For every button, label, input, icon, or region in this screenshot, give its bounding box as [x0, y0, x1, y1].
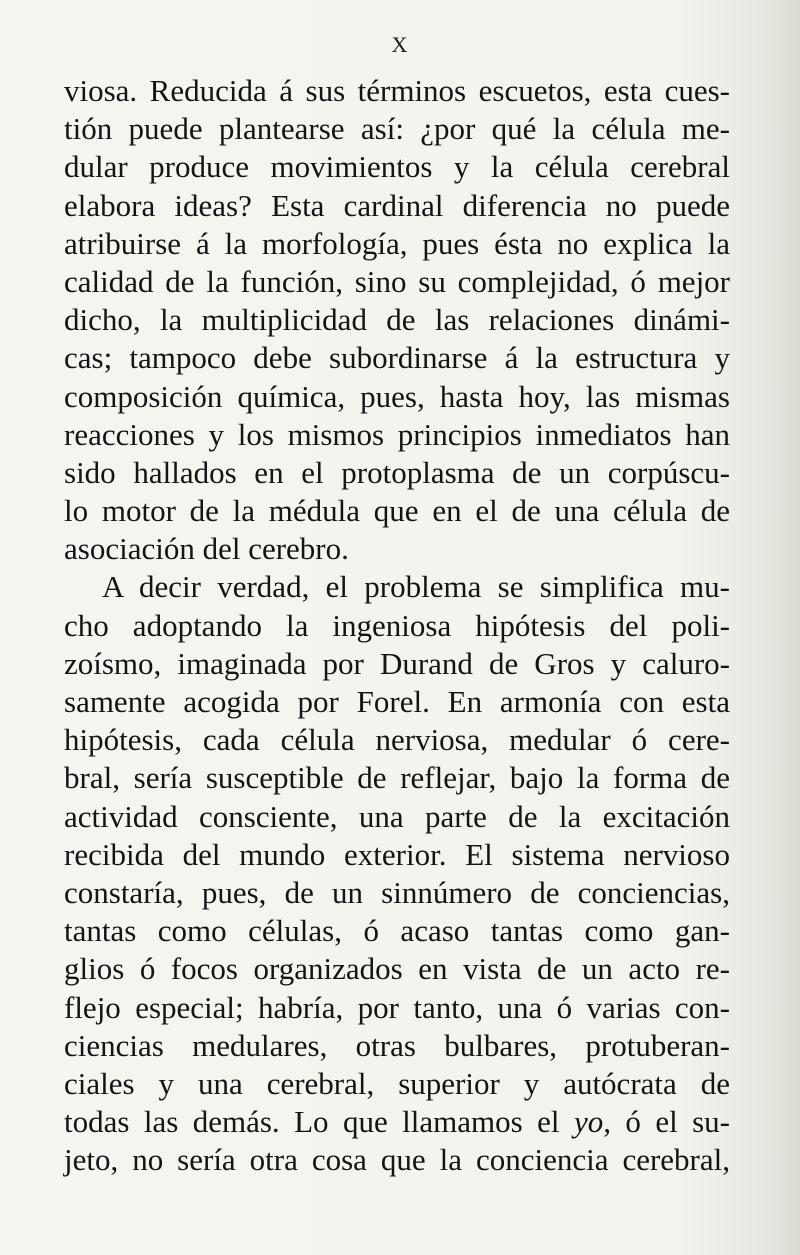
- text-line: hipótesis, cada célula nerviosa, medular ó cere-: [64, 722, 730, 758]
- text-line: dicho, la multiplicidad de las relaciones dinámi-: [64, 302, 730, 338]
- text-line: zoísmo, imaginada por Durand de Gros y caluro-: [64, 645, 730, 681]
- text-line: flejo especial; habría, por tanto, una ó varias con-: [64, 989, 730, 1025]
- body-text: [64, 72, 730, 1179]
- text-line: bral, sería susceptible de reflejar, bajo la forma de: [64, 760, 730, 796]
- text-line: atribuirse á la morfología, pues ésta no explica la: [64, 225, 730, 261]
- text-line: lo motor de la médula que en el de una célula de: [64, 493, 730, 529]
- text-segment: ó el su-: [610, 1104, 731, 1140]
- text-line: ciencias medulares, otras bulbares, protuberan-: [64, 1027, 730, 1063]
- text-line: dular produce movimientos y la célula cerebral: [64, 149, 730, 185]
- text-segment: todas las demás. Lo que llamamos el: [64, 1104, 574, 1140]
- text-line: A decir verdad, el problema se simplifica mu-: [102, 569, 730, 605]
- text-line: calidad de la función, sino su complejidad, ó mejor: [64, 263, 730, 299]
- text-line: composición química, pues, hasta hoy, las mismas: [64, 378, 730, 414]
- italic-word: yo,: [573, 1104, 611, 1140]
- text-line: ciales y una cerebral, superior y autócrata de: [64, 1065, 730, 1101]
- text-line: cho adoptando la ingeniosa hipótesis del poli-: [64, 607, 730, 643]
- text-line: viosa. Reducida á sus términos escuetos, esta cues-: [64, 73, 730, 108]
- text-line: actividad consciente, una parte de la excitación: [64, 798, 730, 834]
- text-line: asociación del cerebro.: [64, 531, 349, 567]
- text-line: tión puede plantearse así: ¿por qué la célula me-: [64, 111, 730, 147]
- text-line: samente acogida por Forel. En armonía con esta: [64, 684, 730, 719]
- text-line: sido hallados en el protoplasma de un corpúscu-: [64, 454, 730, 490]
- text-line: cas; tampoco debe subordinarse á la estructura y: [64, 340, 730, 376]
- text-line-with-italic: [64, 1103, 730, 1141]
- text-line: glios ó focos organizados en vista de un acto re-: [64, 951, 730, 987]
- text-line: constaría, pues, de un sinnúmero de conciencias,: [64, 874, 730, 910]
- page-number: X: [391, 32, 409, 57]
- text-line: recibida del mundo exterior. El sistema nervioso: [64, 836, 730, 872]
- text-line: elabora ideas? Esta cardinal diferencia no puede: [64, 187, 730, 223]
- text-line: reacciones y los mismos principios inmediatos han: [64, 416, 730, 452]
- text-line: tantas como células, ó acaso tantas como gan-: [64, 913, 730, 949]
- text-line: jeto, no sería otra cosa que la conciencia cerebral,: [64, 1142, 730, 1178]
